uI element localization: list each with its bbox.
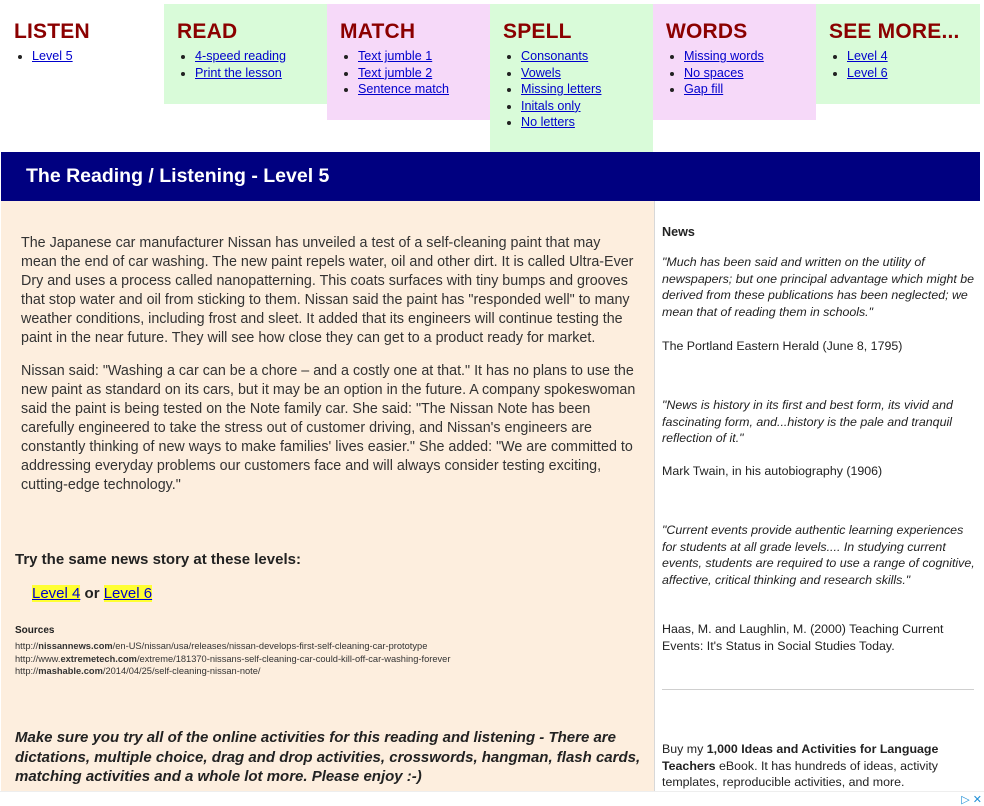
nav-column-see-more bbox=[816, 4, 980, 104]
nav-column-listen bbox=[1, 4, 164, 104]
source-item: http://nissannews.com/en-US/nissan/usa/releases/nissan-develops-first-self-cleaning-car-prototype bbox=[15, 641, 428, 651]
other-levels bbox=[32, 585, 152, 602]
adchoices-icon[interactable]: ▷ ✕ bbox=[961, 794, 982, 806]
story-paragraph: The Japanese car manufacturer Nissan has unveiled a test of a self-cleaning paint that may mean the end of car washing. The new paint repels water, oil and other dirt. It is called Ultra-Ever Dry and uses a process called nanopatterning. This coats surfaces with tiny bumps and grooves that stop water and oil from sticking to them. Nissan said the paint has "responded well" to many weather conditions, including frost and sleet. It added that its engineers will continue testing the paint in the near future. They will see how close they can get to a product ready for market. bbox=[21, 235, 634, 346]
nav-column-match bbox=[327, 4, 490, 120]
activities-promo: Make sure you try all of the online activities for this reading and listening - There are dictations, multiple choice, drag and drop activities, crosswords, hangman, flash cards, matching activities and a whole lot more. Please enjoy :-) bbox=[15, 729, 641, 785]
nav-link-text-jumble-2[interactable]: Text jumble 2 bbox=[358, 65, 433, 80]
other-levels-heading: Try the same news story at these levels: bbox=[15, 551, 301, 568]
story-text bbox=[21, 234, 639, 509]
nav-link-missing-words[interactable]: Missing words bbox=[684, 49, 764, 63]
nav-link-missing-letters[interactable]: Missing letters bbox=[521, 82, 602, 97]
nav-column-spell bbox=[490, 4, 653, 152]
nav-heading-words: WORDS bbox=[666, 20, 748, 43]
ebook-title: 1,000 Ideas and Activities for Language Teachers bbox=[662, 742, 939, 773]
nav-heading-see-more: SEE MORE... bbox=[829, 20, 960, 43]
sources-list bbox=[15, 640, 450, 678]
nav-link-listen-level-5[interactable]: Level 5 bbox=[32, 49, 73, 63]
nav-column-read bbox=[164, 4, 327, 104]
ebook-promo: Buy my 1,000 Ideas and Activities for Language Teachers eBook. It has hundreds of ideas, activity templates, reproducible activities, and more. bbox=[662, 742, 939, 790]
level-4-link[interactable]: Level 4 bbox=[32, 585, 81, 602]
levels-joiner: or bbox=[84, 585, 100, 602]
nav-link-sentence-match[interactable]: Sentence match bbox=[358, 82, 450, 97]
nav-link-4-speed-reading[interactable]: 4-speed reading bbox=[195, 49, 287, 63]
source-item: http://www.extremetech.com/extreme/181370-nissans-self-cleaning-car-could-kill-off-car-washing-forever bbox=[15, 653, 451, 664]
title-bar bbox=[1, 152, 980, 201]
nav-link-vowels[interactable]: Vowels bbox=[521, 65, 561, 80]
nav-link-level-4[interactable]: Level 4 bbox=[847, 49, 888, 63]
nav-link-text-jumble-1[interactable]: Text jumble 1 bbox=[358, 49, 433, 63]
quote-source: Mark Twain, in his autobiography (1906) bbox=[662, 464, 883, 478]
nav-link-no-letters[interactable]: No letters bbox=[521, 115, 575, 130]
article-panel bbox=[1, 201, 654, 805]
sidebar-heading: News bbox=[662, 225, 695, 239]
source-item: http://mashable.com/2014/04/25/self-cleaning-nissan-note/ bbox=[15, 666, 261, 677]
story-paragraph: Nissan said: "Washing a car can be a chore – and a costly one at that." It has no plans to use the new paint as standard on its cars, but it may be an option in the future. A company spokeswoman said the paint is being tested on the Note family car. She said: "The Nissan Note has been carefully engineered to take the stress out of customer driving, and Nissan's engineers are constantly thinking of new ways to make families' lives easier." She added: "We are committed to addressing everyday problems our customers face and will always consider testing exciting, cutting-edge technology." bbox=[21, 363, 636, 493]
nav-link-consonants[interactable]: Consonants bbox=[521, 49, 589, 63]
sources-heading: Sources bbox=[15, 625, 55, 636]
nav-heading-read: READ bbox=[177, 20, 238, 43]
nav-link-print-lesson[interactable]: Print the lesson bbox=[195, 65, 282, 80]
sidebar-divider bbox=[662, 689, 974, 690]
quote-source: Haas, M. and Laughlin, M. (2000) Teaching Current Events: It's Status in Social Studies Today. bbox=[662, 622, 944, 653]
nav-link-initials-only[interactable]: Initals only bbox=[521, 98, 581, 113]
nav-column-words bbox=[653, 4, 816, 120]
quote-text: "News is history in its first and best form, its vivid and fascinating form, and...history is the pale and tranquil reflection of it." bbox=[662, 398, 953, 446]
level-6-link[interactable]: Level 6 bbox=[103, 585, 153, 602]
nav-heading-spell: SPELL bbox=[503, 20, 572, 43]
top-nav bbox=[1, 4, 980, 152]
quote-source: The Portland Eastern Herald (June 8, 1795) bbox=[662, 339, 903, 353]
news-sidebar bbox=[654, 201, 980, 791]
nav-link-level-6[interactable]: Level 6 bbox=[847, 65, 888, 80]
nav-link-no-spaces[interactable]: No spaces bbox=[684, 65, 744, 80]
nav-heading-match: MATCH bbox=[340, 20, 416, 43]
quote-text: "Current events provide authentic learning experiences for students at all grade levels.... In studying current events, students are required to use a range of cognitive, affective, critical thinking and research skills." bbox=[662, 523, 975, 587]
page-title: The Reading / Listening - Level 5 bbox=[26, 165, 330, 187]
nav-link-gap-fill[interactable]: Gap fill bbox=[684, 82, 724, 97]
ad-strip bbox=[0, 791, 984, 805]
quote-text: "Much has been said and written on the utility of newspapers; but one principal advantage which might be derived from these publications has been neglected; we mean that of reading them in schools." bbox=[662, 255, 975, 319]
nav-heading-listen: LISTEN bbox=[14, 20, 90, 43]
